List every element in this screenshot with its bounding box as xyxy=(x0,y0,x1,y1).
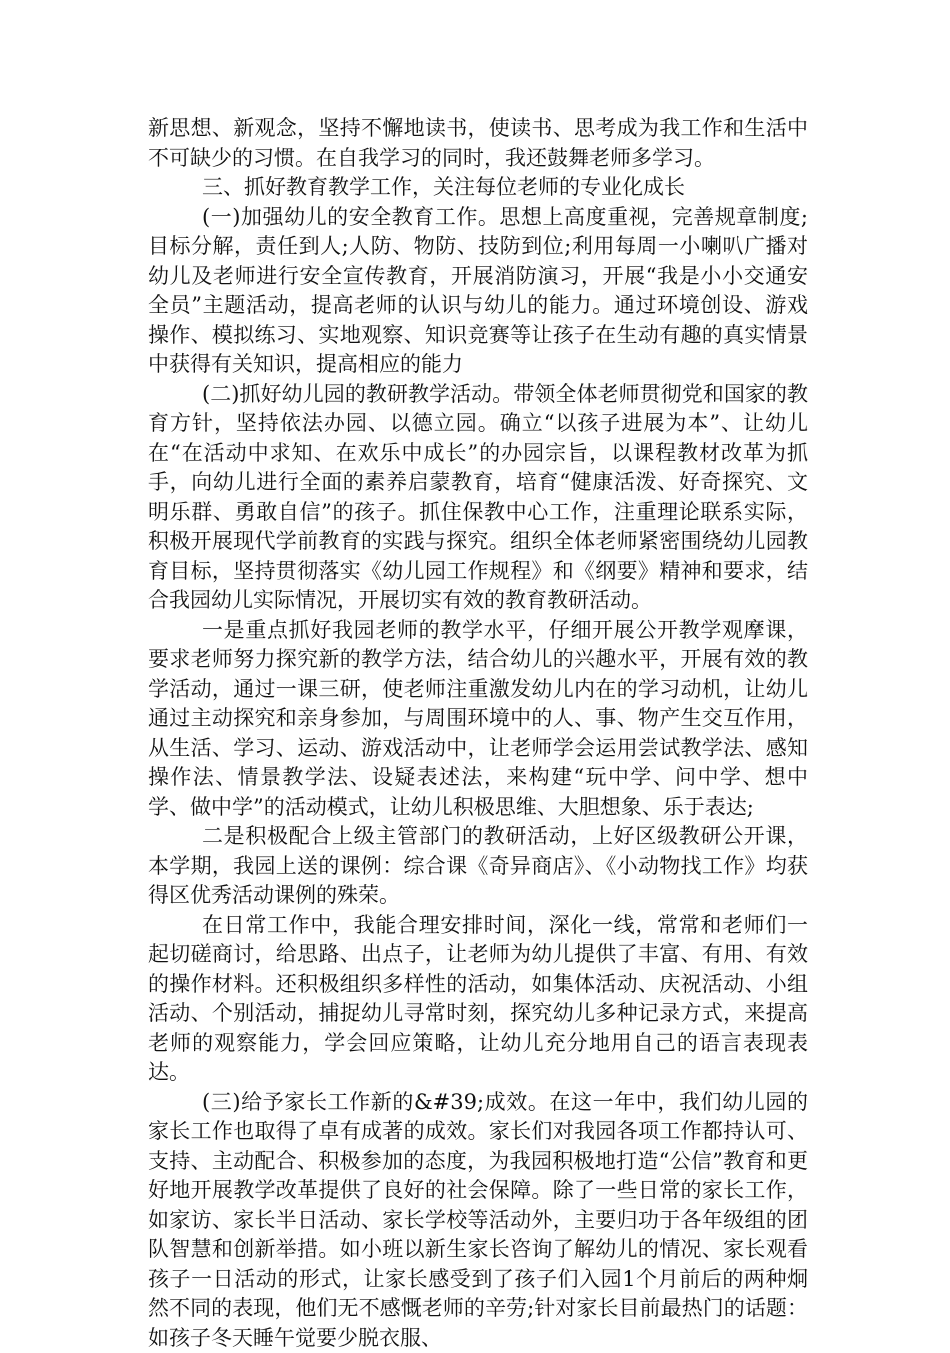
document-body xyxy=(148,114,808,1353)
paragraph-safety-education: (一)加强幼儿的安全教育工作。思想上高度重视，完善规章制度;目标分解，责任到人;人防、物防、技防到位;利用每周一小喇叭广播对幼儿及老师进行安全宣传教育，开展消防演习，开展“我是小小交通安全员”主题活动，提高老师的认识与幼儿的能力。通过环境创设、游戏操作、模拟练习、实地观察、知识竞赛等让孩子在生动有趣的真实情景中获得有关知识，提高相应的能力 xyxy=(148,203,808,380)
paragraph-research-activities: 二是积极配合上级主管部门的教研活动，上好区级教研公开课，本学期，我园上送的课例：综合课《奇异商店》、《小动物找工作》均获得区优秀活动课例的殊荣。 xyxy=(148,822,808,911)
paragraph-1: 新思想、新观念，坚持不懈地读书，使读书、思考成为我工作和生活中不可缺少的习惯。在自我学习的同时，我还鼓舞老师多学习。 xyxy=(148,114,808,173)
paragraph-teaching-research: (二)抓好幼儿园的教研教学活动。带领全体老师贯彻党和国家的教育方针，坚持依法办园、以德立园。确立“以孩子进展为本”、让幼儿在“在活动中求知、在欢乐中成长”的办园宗旨，以课程教材改革为抓手，向幼儿进行全面的素养启蒙教育，培育“健康活泼、好奇探究、文明乐群、勇敢自信”的孩子。抓住保教中心工作，注重理论联系实际，积极开展现代学前教育的实践与探究。组织全体老师紧密围绕幼儿园教育目标，坚持贯彻落实《幼儿园工作规程》和《纲要》精神和要求，结合我园幼儿实际情况，开展切实有效的教育教研活动。 xyxy=(148,380,808,616)
paragraph-parent-work: (三)给予家长工作新的&#39;成效。在这一年中，我们幼儿园的家长工作也取得了卓有成著的成效。家长们对我园各项工作都持认可、支持、主动配合、积极参加的态度，为我园积极地打造“公信”教育和更好地开展教学改革提供了良好的社会保障。除了一些日常的家长工作，如家访、家长半日活动、家长学校等活动外，主要归功于各年级组的团队智慧和创新举措。如小班以新生家长咨询了解幼儿的情况、家长观看孩子一日活动的形式，让家长感受到了孩子们入园1个月前后的两种炯然不同的表现，他们无不感慨老师的辛劳;针对家长目前最热门的话题：如孩子冬天睡午觉要少脱衣服、 xyxy=(148,1088,808,1353)
section-heading-3: 三、抓好教育教学工作，关注每位老师的专业化成长 xyxy=(148,173,808,203)
paragraph-teaching-level: 一是重点抓好我园老师的教学水平，仔细开展公开教学观摩课，要求老师努力探究新的教学方法，结合幼儿的兴趣水平，开展有效的教学活动，通过一课三研，使老师注重激发幼儿内在的学习动机，让幼儿通过主动探究和亲身参加，与周围环境中的人、事、物产生交互作用，从生活、学习、运动、游戏活动中，让老师学会运用尝试教学法、感知操作法、情景教学法、设疑表述法，来构建“玩中学、问中学、想中学、做中学”的活动模式，让幼儿积极思维、大胆想象、乐于表达; xyxy=(148,616,808,823)
paragraph-daily-work: 在日常工作中，我能合理安排时间，深化一线，常常和老师们一起切磋商讨，给思路、出点子，让老师为幼儿提供了丰富、有用、有效的操作材料。还积极组织多样性的活动，如集体活动、庆祝活动、小组活动、个别活动，捕捉幼儿寻常时刻，探究幼儿多种记录方式，来提高老师的观察能力，学会回应策略，让幼儿充分地用自己的语言表现表达。 xyxy=(148,911,808,1088)
